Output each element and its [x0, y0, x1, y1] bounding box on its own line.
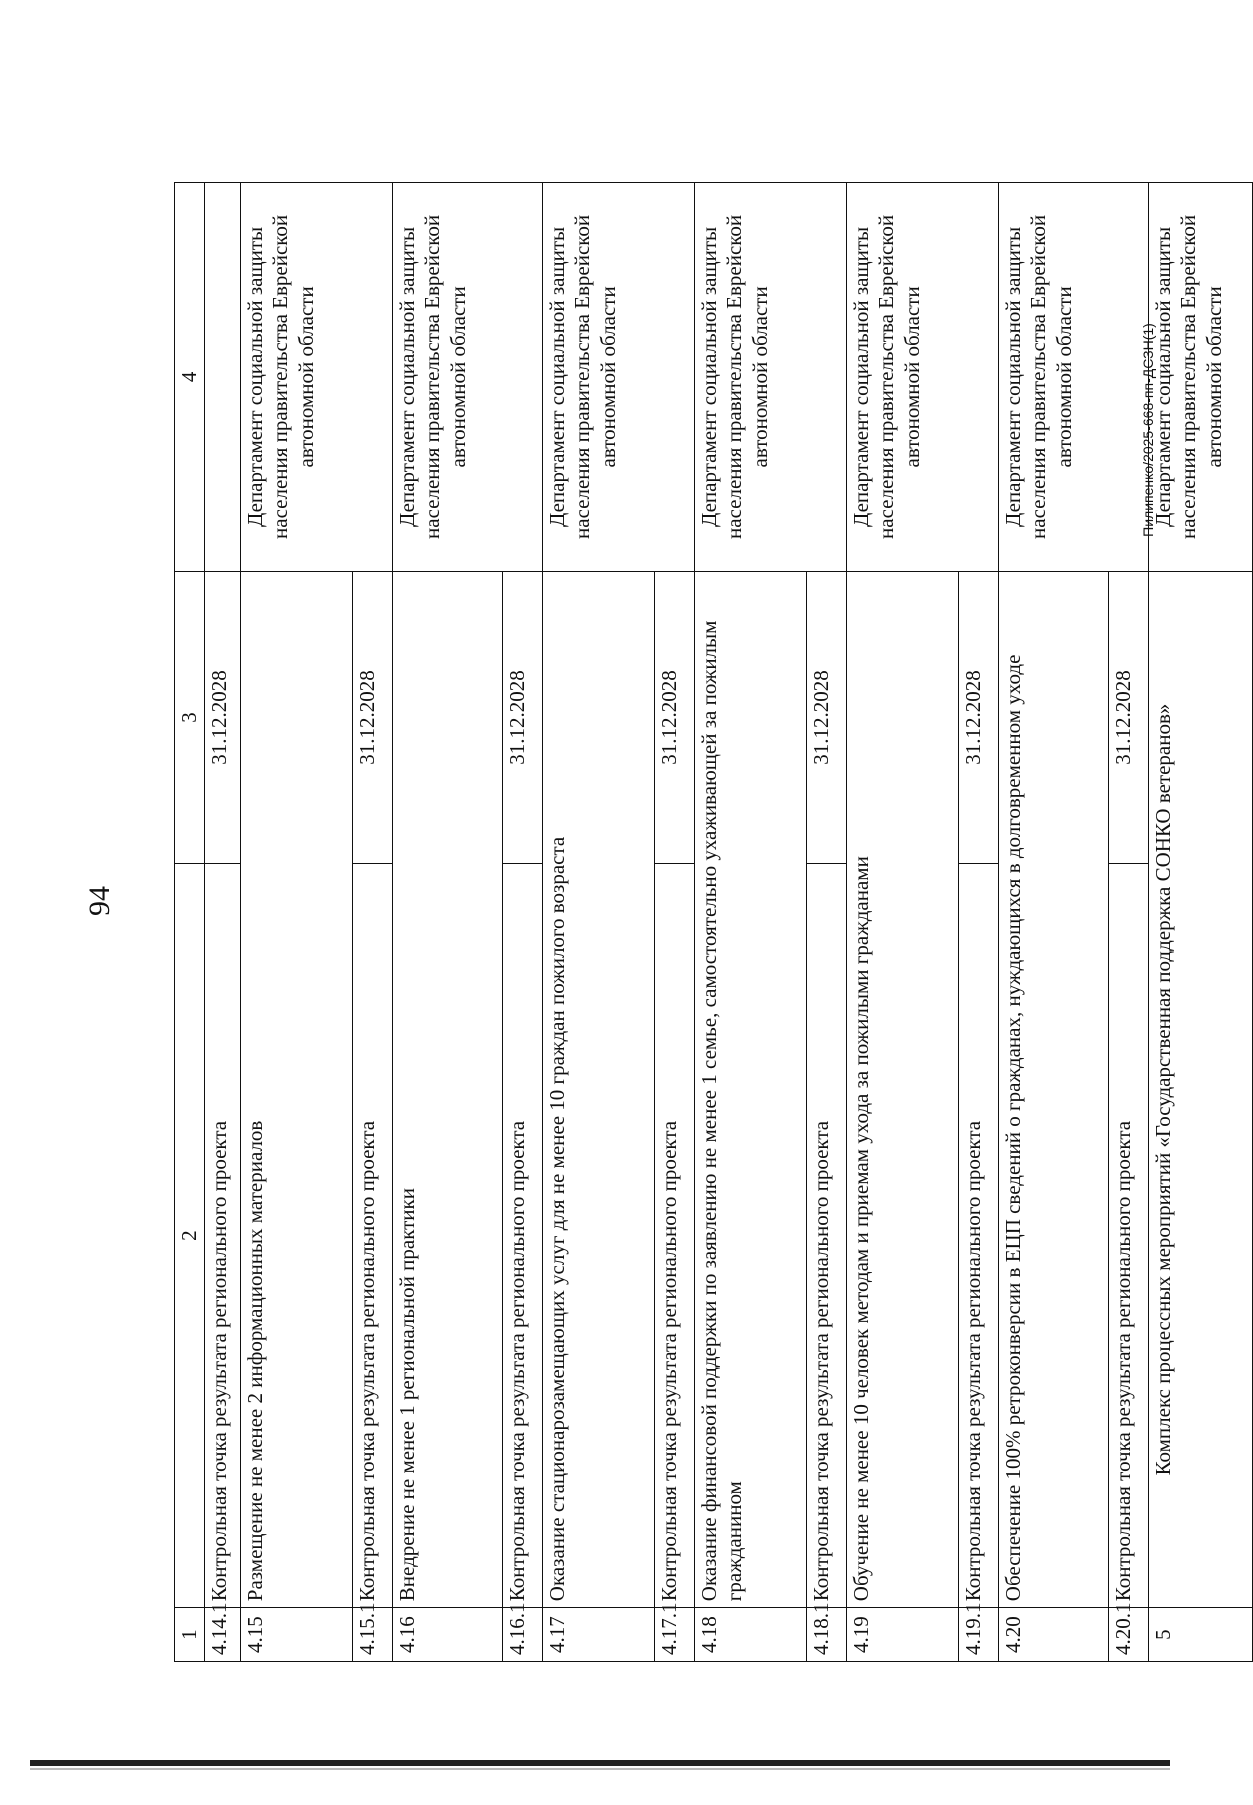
deadline-date: 31.12.2028 [205, 571, 241, 863]
row-number: 4.18.1 [807, 1608, 847, 1662]
deadline-date: 31.12.2028 [655, 571, 695, 863]
control-point-text: Контрольная точка результата регионального проекта [1109, 864, 1149, 1608]
row-number: 4.20 [999, 1608, 1109, 1662]
header-cell-2: 2 [175, 864, 205, 1608]
control-point-text: Контрольная точка результата регионального проекта [959, 864, 999, 1608]
table-row [695, 183, 807, 1662]
row-number: 4.16 [393, 1608, 503, 1662]
measure-text: Оказание финансовой поддержки по заявлению не менее 1 семье, самостоятельно ухаживающей за пожилым гражданином [695, 571, 807, 1607]
control-point-text: Контрольная точка результата регионального проекта [503, 864, 543, 1608]
deadline-date: 31.12.2028 [959, 571, 999, 863]
control-point-text: Контрольная точка результата регионального проекта [807, 864, 847, 1608]
table-row [393, 183, 503, 1662]
row-number: 4.19.1 [959, 1608, 999, 1662]
deadline-date: 31.12.2028 [353, 571, 393, 863]
deadline-date: 31.12.2028 [1109, 571, 1149, 863]
page-number: 94 [83, 886, 116, 916]
header-row [175, 183, 205, 1662]
table-row [241, 183, 353, 1662]
responsible-cell: Департамент социальной защиты населения правительства Еврейской автономной области [543, 183, 695, 572]
row-number: 4.15.1 [353, 1608, 393, 1662]
row-number: 4.18 [695, 1608, 807, 1662]
responsible-cell: Департамент социальной защиты населения правительства Еврейской автономной области [999, 183, 1149, 572]
control-point-text: Контрольная точка результата регионального проекта [353, 864, 393, 1608]
deadline-date: 31.12.2028 [807, 571, 847, 863]
row-number: 4.20.1 [1109, 1608, 1149, 1662]
table-row [205, 183, 241, 1662]
deadline-date: 31.12.2028 [503, 571, 543, 863]
document-code: Пилипенко/2025-668-пп-ДСЗН(1) [1140, 323, 1156, 537]
table-row [999, 183, 1109, 1662]
row-number: 4.14.1 [205, 1608, 241, 1662]
row-number: 4.19 [847, 1608, 959, 1662]
measure-text: Обеспечение 100% ретроконверсии в ЕЦП сведений о гражданах, нуждающихся в долговременном уходе [999, 571, 1109, 1607]
header-cell-3: 3 [175, 571, 205, 863]
measure-text: Обучение не менее 10 человек методам и приемам ухода за пожилыми гражданами [847, 571, 959, 1607]
header-cell-1: 1 [175, 1608, 205, 1662]
table-row [847, 183, 959, 1662]
responsible-cell: Департамент социальной защиты населения правительства Еврейской автономной области [1149, 183, 1253, 572]
measures-table [174, 182, 1253, 1662]
scan-border-line [30, 1760, 1170, 1766]
responsible-cell [205, 183, 241, 572]
row-number: 4.17.1 [655, 1608, 695, 1662]
row-number: 5 [1149, 1608, 1253, 1662]
measure-text: Размещение не менее 2 информационных материалов [241, 571, 353, 1607]
process-complex-title: Комплекс процессных мероприятий «Государственная поддержка СОНКО ветеранов» [1149, 571, 1253, 1607]
responsible-cell: Департамент социальной защиты населения правительства Еврейской автономной области [393, 183, 543, 572]
responsible-cell: Департамент социальной защиты населения правительства Еврейской автономной области [695, 183, 847, 572]
header-cell-4: 4 [175, 183, 205, 572]
row-number: 4.17 [543, 1608, 655, 1662]
control-point-text: Контрольная точка результата регионального проекта [205, 864, 241, 1608]
row-number: 4.16.1 [503, 1608, 543, 1662]
measure-text: Оказание стационарозамещающих услуг для не менее 10 граждан пожилого возраста [543, 571, 655, 1607]
table-row [543, 183, 655, 1662]
row-number: 4.15 [241, 1608, 353, 1662]
measure-text: Внедрение не менее 1 региональной практики [393, 571, 503, 1607]
responsible-cell: Департамент социальной защиты населения правительства Еврейской автономной области [241, 183, 393, 572]
scan-border-line-thin [30, 1768, 1170, 1770]
control-point-text: Контрольная точка результата регионального проекта [655, 864, 695, 1608]
table-row-final [1149, 183, 1253, 1662]
responsible-cell: Департамент социальной защиты населения правительства Еврейской автономной области [847, 183, 999, 572]
